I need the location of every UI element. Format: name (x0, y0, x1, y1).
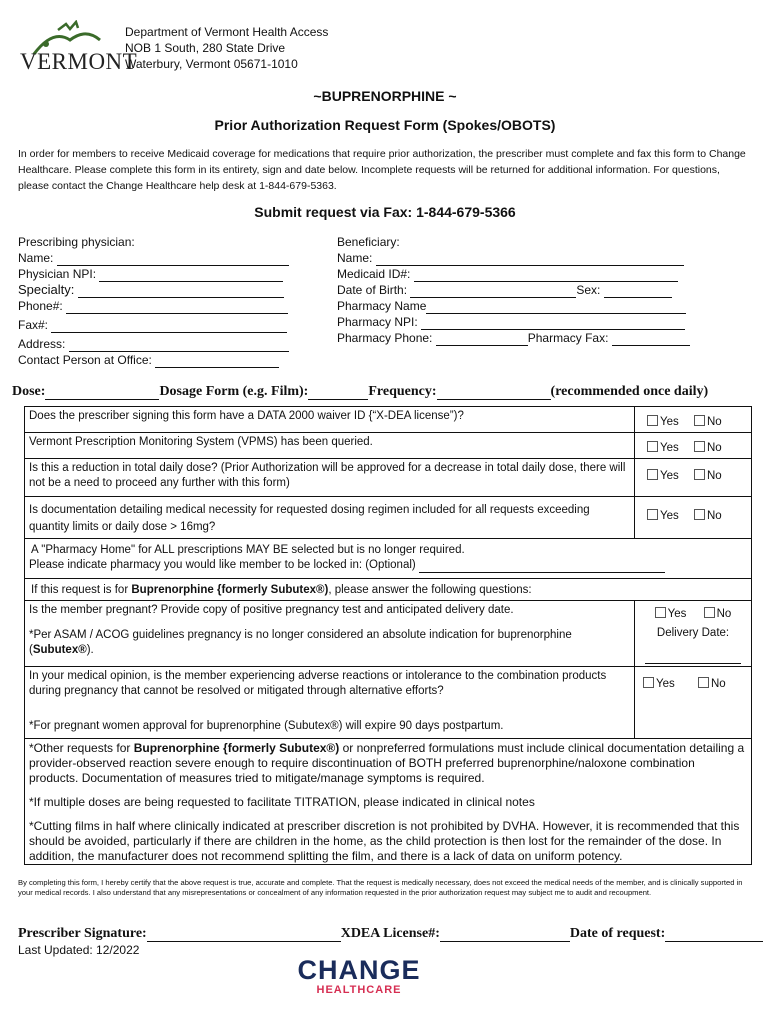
q-dose-reduction: Is this a reduction in total daily dose? (Prior Authorization will be approved for a decrease in total daily dose, there will not be a need to proceed any further with this form) (25, 459, 635, 497)
subutex-intro-bold: Buprenorphine {formerly Subutex®) (131, 584, 329, 596)
yes-label: Yes (656, 678, 675, 690)
prescriber-heading: Prescribing physician: (18, 235, 135, 249)
prescriber-fax-field[interactable] (18, 317, 298, 333)
prescriber-phone-label: Phone#: (18, 299, 63, 313)
delivery-date-label: Delivery Date: (656, 627, 730, 639)
beneficiary-heading: Beneficiary: (337, 235, 400, 249)
table-row (25, 407, 752, 433)
prescriber-contact-label: Contact Person at Office: (18, 353, 152, 367)
beneficiary-name-field[interactable] (337, 250, 737, 266)
q-medical-necessity: Is documentation detailing medical necessity for requested dosing regimen included for all requests exceeding quantity limits or daily dose > 16mg? (25, 497, 635, 539)
checkbox-icon (694, 469, 705, 480)
date-of-request-field[interactable] (570, 926, 763, 941)
dose-field[interactable] (12, 384, 159, 399)
prescriber-specialty-field[interactable] (18, 282, 298, 298)
yes-label: Yes (660, 442, 679, 454)
date-of-request-label: Date of request: (569, 926, 666, 941)
no-label: No (706, 442, 722, 454)
pharmacy-home-text: A "Pharmacy Home" for ALL prescriptions MAY BE selected but is no longer required. (31, 544, 465, 556)
table-row (25, 601, 752, 667)
prescriber-block (18, 234, 298, 368)
dose-label: Dose: (12, 384, 46, 399)
yes-label: Yes (660, 470, 679, 482)
q-pregnant: Is the member pregnant? Provide copy of positive pregnancy test and anticipated delivery date. (29, 604, 514, 616)
dob-label: Date of Birth: (337, 283, 408, 297)
cutting-note: *Cutting films in half where clinically indicated at prescriber discretion is not prohibited by DVHA. However, it is recommended that this should be avoided, particularly if there are children in the home, as the child protection is then lost for the remainder of the dose. In addition, the manufacturer does not recommend splitting the film, and there is a lack of data on uniform potency. (29, 819, 740, 863)
delivery-date-field[interactable] (639, 649, 747, 664)
pharmacy-npi-field[interactable] (337, 314, 737, 330)
signature-line (18, 926, 763, 942)
checkbox-icon (647, 509, 658, 520)
checkbox-icon (704, 607, 715, 618)
vermont-logo (18, 20, 138, 74)
dept-address-1: NOB 1 South, 280 State Drive (125, 41, 286, 55)
no-label: No (706, 416, 722, 428)
no-checkbox[interactable] (694, 416, 722, 428)
yes-checkbox[interactable] (643, 678, 675, 690)
change-healthcare-logo (289, 955, 429, 996)
checkbox-icon (694, 509, 705, 520)
pharmacy-home-cell (25, 539, 752, 579)
frequency-note: (recommended once daily) (550, 384, 709, 399)
prescriber-address-field[interactable] (18, 336, 298, 352)
medicaid-id-field[interactable] (337, 266, 737, 282)
pharmacy-npi-label: Pharmacy NPI: (337, 315, 418, 329)
yes-label: Yes (660, 416, 679, 428)
prescriber-address-label: Address: (18, 337, 66, 351)
prescriber-npi-label: Physician NPI: (18, 267, 97, 281)
pharmacy-phone-field[interactable] (337, 330, 737, 346)
yes-label: Yes (667, 608, 687, 620)
sex-label: Sex: (576, 283, 601, 297)
beneficiary-name-label: Name: (337, 251, 373, 265)
other-requests-note (29, 741, 747, 786)
no-label: No (716, 608, 732, 620)
table-row (25, 459, 752, 497)
other-bold: Buprenorphine {formerly Subutex®) (133, 741, 340, 755)
frequency-label: Frequency: (368, 384, 437, 399)
dept-address-2: Waterbury, Vermont 05671-1010 (125, 57, 298, 71)
prescriber-contact-field[interactable] (18, 352, 298, 368)
no-checkbox[interactable] (704, 608, 732, 620)
dept-name: Department of Vermont Health Access (125, 25, 329, 39)
answer-cell (635, 497, 752, 539)
pharmacy-name-field[interactable] (337, 298, 737, 314)
asam-pre: *Per ASAM / ACOG guidelines pregnancy is no longer considered an absolute indication for buprenorphine ( (29, 629, 572, 656)
pharmacy-lock-label: Please indicate pharmacy you would like member to be locked in: (Optional) (29, 559, 416, 571)
table-row (25, 497, 752, 539)
answer-cell (635, 667, 752, 739)
no-checkbox[interactable] (698, 678, 726, 690)
intro-text: In order for members to receive Medicaid coverage for medications that require prior authorization, the prescriber must complete and fax this form to Change Healthcare. Please complete this form in its entirety, sign and date below. Incomplete requests will be returned for additional information. For questions, please contact the Change Healthcare help desk at 1-844-679-5363. (18, 148, 746, 192)
yes-checkbox[interactable] (647, 442, 679, 454)
pharmacy-phone-label: Pharmacy Phone: (337, 331, 433, 345)
subutex-intro-pre: If this request is for (31, 584, 132, 596)
table-row (25, 433, 752, 459)
change-logo-text: CHANGE (297, 955, 421, 985)
medicaid-id-label: Medicaid ID#: (337, 267, 411, 281)
dob-field[interactable] (337, 282, 737, 298)
asam-note (29, 628, 630, 658)
no-label: No (706, 470, 722, 482)
checkbox-icon (694, 415, 705, 426)
table-row (25, 667, 752, 739)
notes-cell (25, 739, 752, 865)
table-row (25, 579, 752, 601)
table-row (25, 739, 752, 865)
form-title: Prior Authorization Request Form (Spokes/OBOTS) (214, 117, 556, 133)
subutex-intro-post: , please answer the following questions: (328, 584, 532, 596)
yes-checkbox[interactable] (647, 470, 679, 482)
yes-checkbox[interactable] (655, 608, 687, 620)
fax-heading: Submit request via Fax: 1-844-679-5366 (254, 204, 516, 220)
healthcare-logo-text: HEALTHCARE (316, 984, 402, 996)
answer-cell (635, 601, 752, 667)
other-pre: *Other requests for (29, 741, 134, 755)
no-checkbox[interactable] (694, 510, 722, 522)
table-row (25, 539, 752, 579)
asam-post: ). (86, 644, 94, 656)
prescriber-name-label: Name: (18, 251, 54, 265)
q-data-waiver: Does the prescriber signing this form have a DATA 2000 waiver ID {“X-DEA license”)? (25, 407, 635, 433)
dosage-form-label: Dosage Form (e.g. Film): (159, 384, 309, 399)
drug-title: ~BUPRENORPHINE ~ (313, 88, 457, 104)
no-label: No (710, 678, 726, 690)
yes-label: Yes (660, 510, 679, 522)
checkbox-icon (647, 469, 658, 480)
prescriber-name-field[interactable] (18, 250, 298, 266)
xdea-label: XDEA License#: (340, 926, 440, 941)
yes-checkbox[interactable] (647, 510, 679, 522)
prescriber-fax-label: Fax#: (18, 318, 49, 332)
checkbox-icon (694, 441, 705, 452)
prescriber-phone-field[interactable] (18, 298, 298, 314)
yes-checkbox[interactable] (647, 416, 679, 428)
q-vpms: Vermont Prescription Monitoring System (VPMS) has been queried. (25, 433, 635, 459)
no-checkbox[interactable] (694, 470, 722, 482)
checkbox-icon (655, 607, 666, 618)
dose-line (12, 384, 708, 400)
prescriber-signature-field[interactable] (18, 926, 341, 941)
titration-note: *If multiple doses are being requested to facilitate TITRATION, please indicated in clinical notes (29, 795, 535, 809)
answer-cell (635, 459, 752, 497)
question-table (24, 406, 752, 865)
certification-text: By completing this form, I hereby certify that the above request is true, accurate and complete. That the request is medically necessary, does not exceed the medical needs of the member, and is clinically supported in your medical records. I also understand that any misrepresentations or concealment of any information requested in the prior authorization request may subject me to audit and recoupment. (18, 878, 743, 897)
asam-bold: Subutex® (32, 644, 87, 656)
checkbox-icon (647, 441, 658, 452)
q-adverse-cell (25, 667, 635, 739)
logo-text: VERMONT (20, 49, 138, 74)
answer-cell (635, 407, 752, 433)
checkbox-icon (698, 677, 709, 688)
pharmacy-fax-label: Pharmacy Fax: (527, 331, 609, 345)
last-updated: Last Updated: 12/2022 (18, 943, 140, 957)
no-label: No (706, 510, 722, 522)
no-checkbox[interactable] (694, 442, 722, 454)
pregnant-expire-text: *For pregnant women approval for buprenorphine (Subutex®) will expire 90 days postpartum. (29, 720, 504, 732)
prescriber-npi-field[interactable] (18, 266, 298, 282)
pregnant-expire-note (29, 719, 630, 734)
subutex-intro (25, 579, 752, 601)
dosage-form-field[interactable] (159, 384, 368, 399)
checkbox-icon (647, 415, 658, 426)
q-pregnant-cell (25, 601, 635, 667)
prescriber-specialty-label: Specialty: (18, 282, 75, 297)
pharmacy-lock-field[interactable] (29, 558, 747, 573)
other-post: or nonpreferred formulations must include clinical documentation detailing a provider-observed reaction severe enough to require discontinuation of BOTH preferred buprenorphine/naloxone combination products. Documentation of measures tried to mitigate/manage symptoms is required. (29, 741, 745, 785)
frequency-field[interactable] (368, 384, 550, 399)
checkbox-icon (643, 677, 654, 688)
xdea-field[interactable] (341, 926, 570, 941)
prescriber-signature-label: Prescriber Signature: (18, 926, 147, 941)
q-adverse: In your medical opinion, is the member experiencing adverse reactions or intolerance to the combination products during pregnancy that cannot be resolved or mitigated through alternative efforts? (29, 670, 607, 697)
answer-cell (635, 433, 752, 459)
beneficiary-block (337, 234, 737, 346)
pharmacy-name-label: Pharmacy Name (337, 299, 427, 313)
